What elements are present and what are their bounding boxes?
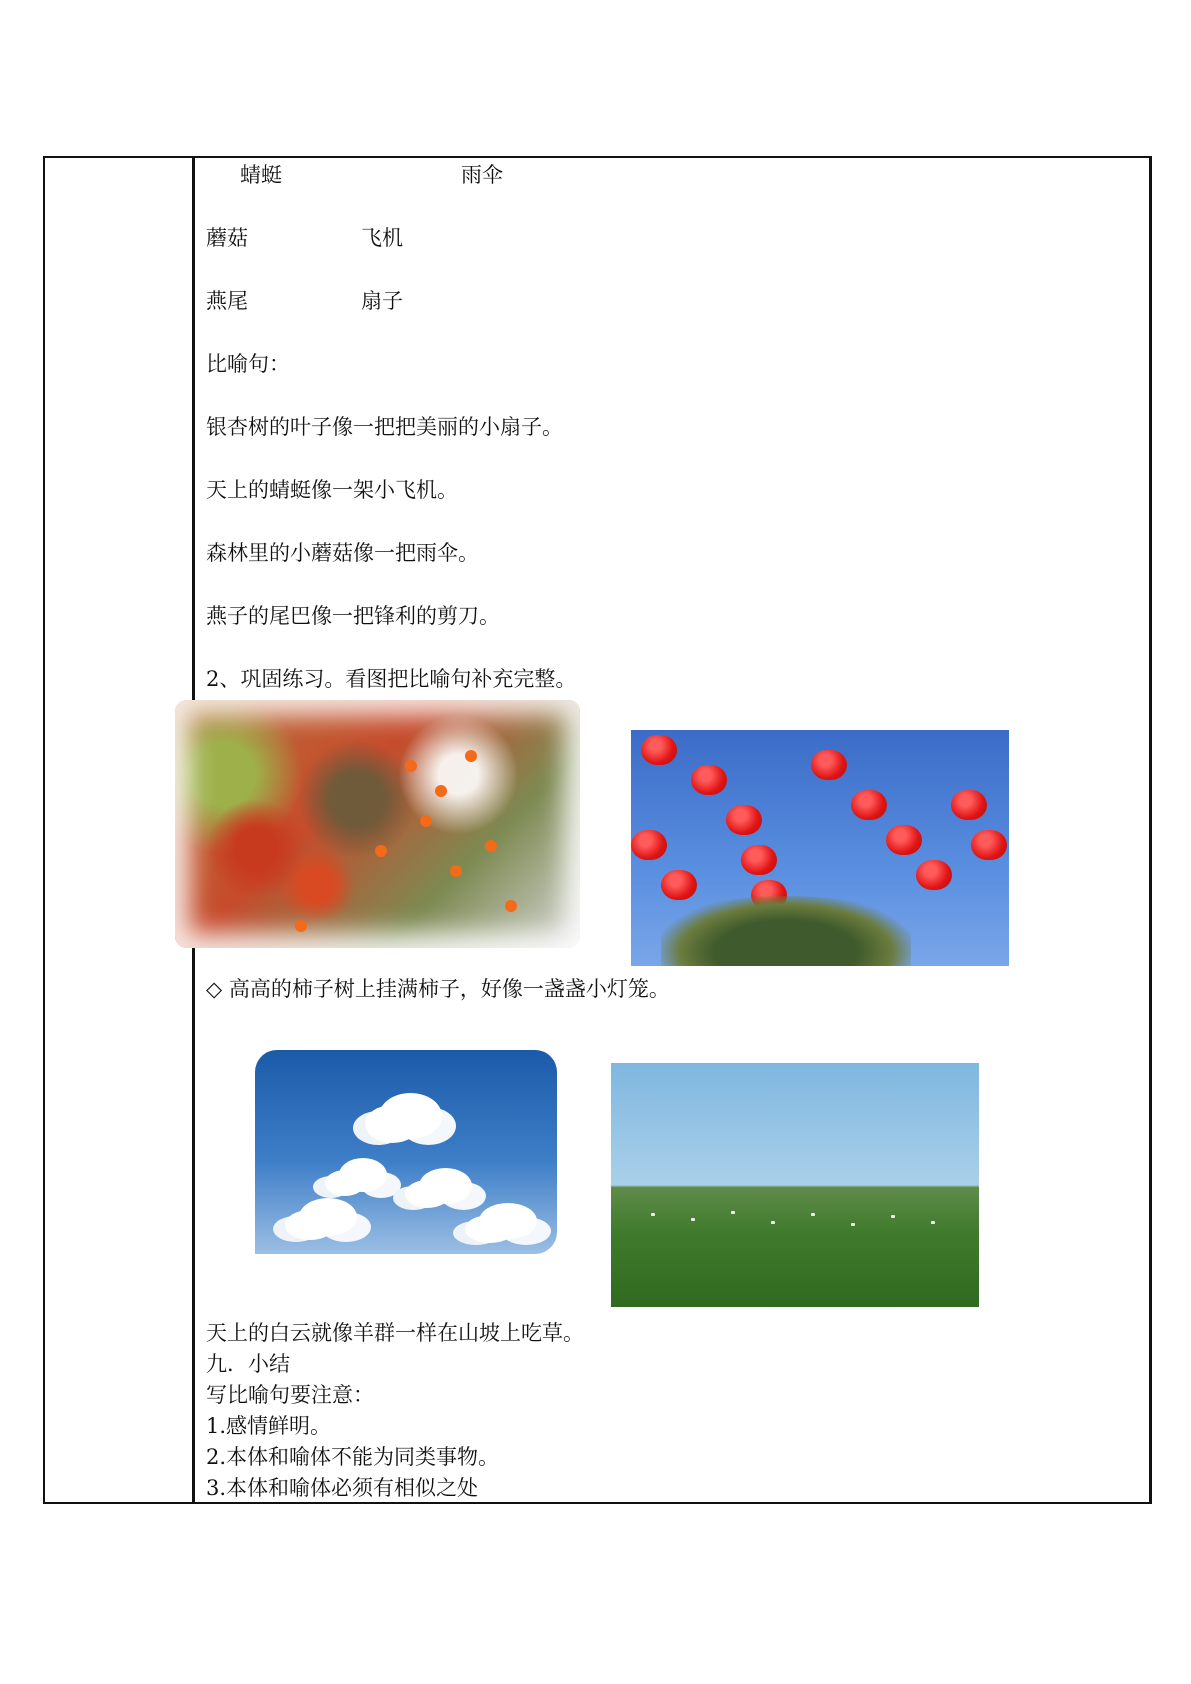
pair2-left: 蘑菇 xyxy=(206,226,248,250)
exercise-title: 2、巩固练习。看图把比喻句补充完整。 xyxy=(206,667,577,691)
exercise-answer-2: 天上的白云就像羊群一样在山坡上吃草。 xyxy=(206,1321,584,1345)
summary-point-1: 1.感情鲜明。 xyxy=(206,1414,332,1438)
pair1-right: 雨伞 xyxy=(461,163,503,187)
pair2-right: 飞机 xyxy=(361,226,403,250)
simile-sentence-1: 银杏树的叶子像一把把美丽的小扇子。 xyxy=(206,415,563,439)
lanterns-image xyxy=(631,730,1009,966)
simile-sentence-4: 燕子的尾巴像一把锋利的剪刀。 xyxy=(206,604,500,628)
persimmon-image xyxy=(175,700,580,948)
simile-heading: 比喻句： xyxy=(206,352,290,376)
pair3-left: 燕尾 xyxy=(206,289,248,313)
simile-sentence-2: 天上的蜻蜓像一架小飞机。 xyxy=(206,478,458,502)
exercise-answer-1: ◇ 高高的柿子树上挂满柿子，好像一盏盏小灯笼。 xyxy=(206,977,670,1001)
summary-point-3: 3.本体和喻体必须有相似之处 xyxy=(206,1476,479,1500)
pair1-left: 蜻蜓 xyxy=(240,163,282,187)
summary-intro: 写比喻句要注意： xyxy=(206,1383,374,1407)
summary-point-2: 2.本体和喻体不能为同类事物。 xyxy=(206,1445,500,1469)
summary-title: 九．小结 xyxy=(206,1352,290,1376)
simile-sentence-3: 森林里的小蘑菇像一把雨伞。 xyxy=(206,541,479,565)
clouds-image xyxy=(255,1050,557,1254)
grassland-image xyxy=(611,1063,979,1307)
pair3-right: 扇子 xyxy=(361,289,403,313)
